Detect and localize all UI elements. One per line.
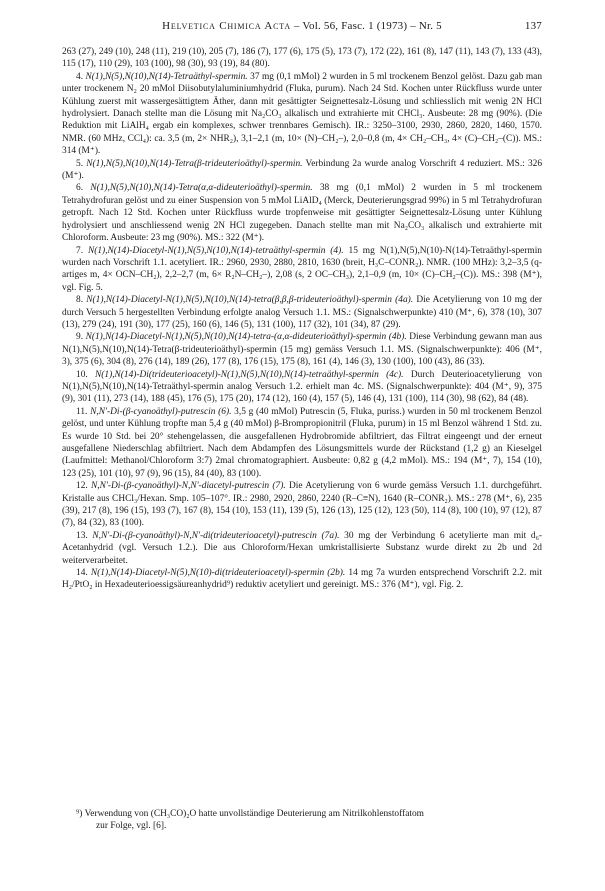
page-number: 137: [524, 20, 542, 32]
journal-name: Helvetica Chimica Acta: [162, 20, 291, 32]
paragraph-text: Die Acetylierung von 6 wurde gemäss Versuch 1.1. durchgeführt. Kristalle aus CHCl₃/Hexan. Smp. 105–107°. IR.: 2980, 2920, 2860, 2240 (R–C≡N), 1640 (R–CONR₂). MS.: 278 (M⁺, 6), 235 (39), 217 (8), 196 (15), 193 (7), 167 (8), 154 (10), 153 (11), 139 (5), 126 (13), 125 (12), 123 (50), 114 (8), 100 (10), 97 (12), 87 (7), 84 (32), 83 (100).: [62, 481, 543, 529]
compound-title: N(1),N(5),N(10),N(14)-Tetra(β-trideuterioäthyl)-spermin.: [86, 158, 303, 169]
footnote-line-1: ⁹) Verwendung von (CH₃CO)₂O hatte unvollständige Deuterierung am Nitrilkohlenstoffatom: [76, 809, 424, 819]
footnote: [62, 808, 542, 833]
paragraph-text: 37 mg (0,1 mMol) 2 wurden in 5 ml trockenem Benzol gelöst. Dazu gab man unter trockenem N₂ 20 mMol Diisobutylaluminiumhydrid (Fluka, purum). Nach 24 Std. Kochen unter Rückfluss wurde unter Kühlung zuerst mit wassergesättigtem Äther, dann mit gesättigter Seignettesalz-Lösung und schliesslich mit wenig 2N HCl hydrolysiert. Danach stellte man die Lösung mit Na₂CO₃ alkalisch und extrahierte mit CHCl₃. Ausbeute: 28 mg (90%). (Die Reduktion mit LiAlH₄ ergab ein komplexes, schwer trennbares Gemisch). IR.: 3250–3100, 2930, 2860, 2820, 1460, 1570. NMR. (60 MHz, CCl₄): ca. 3,5 (m, 2× NHR₂), 3,1–2,1 (m, 10× (N)–CH₂–), 2,0–0,8 (m, 4× CH₂–CH₃, 4× (C)–CH₂–(C)). MS.: 314 (M⁺).: [62, 71, 543, 157]
experimental-paragraph: [62, 294, 542, 331]
paragraph-number: 7.: [76, 245, 84, 256]
compound-title: N,N'-Di-(β-cyanoäthyl)-N,N'-di(trideuterioacetyl)-putrescin (7a).: [92, 530, 340, 541]
paragraph-number: 12.: [76, 481, 88, 492]
paragraph-text: 30 mg der Verbindung 6 acetylierte man mit d₆-Acetanhydrid (vgl. Versuch 1.2.). Die aus Chloroform/Hexan umkristallisierte Substanz wurde direkt zu 2b und 2d weiterverarbeitet.: [62, 530, 542, 566]
paragraph-number: 13.: [76, 530, 88, 541]
running-header: [62, 20, 542, 36]
experimental-paragraph: [62, 369, 542, 406]
volume-info: Vol. 56, Fasc. 1 (1973): [302, 20, 408, 32]
compound-title: N(1),N(14)-Di(trideuterioacetyl)-N(1),N(5),N(10),N(14)-tetraäthyl-spermin (4c).: [95, 369, 404, 380]
main-text: [62, 46, 542, 592]
paragraph-text: 15 mg N(1),N(5),N(10)-N(14)-Tetraäthyl-spermin wurden nach Vorschrift 1.1. acetyliert. IR.: 2960, 2930, 2880, 2810, 1630 (breit, H₃C–CONR₂). NMR. (100 MHz): 3,2–3,5 (q-artiges m, 4× OCN–CH₂), 2,2–2,7 (m, 6× R₂N–CH₂–), 2,08 (s, 2 OC–CH₃), 2,1–0,9 (m, 10× (C)–CH₂–(C)). MS.: 398 (M⁺), vgl. Fig. 5.: [62, 245, 542, 293]
paragraph-text: 3,5 g (40 mMol) Putrescin (5, Fluka, puriss.) wurden in 50 ml trockenem Benzol gelöst, und unter Kühlung tropfte man 5,4 g (40 mMol) β-Brompropionitril (Fluka, purum) in 15 ml Benzol während 1 Std. zu. Es wurde 10 Std. bei 20° stehengelassen, die ausgefallenen Hydrobromide abfiltriert, das Filtrat eingeengt und der erneut ausgefallene Niederschlag abfiltriert. Nach dem Abdampfen des Lösungsmittels wurde der Rückstand (1,2 g) an Kieselgel (Laufmittel: Methanol/Chloroform 3:7) 2mal chromatographiert. Ausbeute: 0,82 g (4,2 mMol). MS.: 194 (M⁺, 7), 154 (10), 123 (25), 101 (10), 97 (9), 96 (15), 84 (40), 83 (100).: [62, 406, 542, 479]
paragraph-number: 4.: [76, 71, 84, 82]
experimental-paragraph: [62, 331, 542, 368]
compound-title: N,N'-Di-(β-cyanoäthyl)-putrescin (6).: [90, 406, 232, 417]
footnote-line-2: zur Folge, vgl. [6].: [96, 821, 167, 832]
paragraph-number: 11.: [76, 406, 88, 417]
issue-number: Nr. 5: [418, 20, 442, 32]
experimental-paragraph: [62, 245, 542, 295]
experimental-paragraph: [62, 480, 542, 530]
paragraph-continuation: [62, 46, 542, 71]
paragraph-number: 5.: [76, 158, 84, 169]
paragraph-number: 10.: [76, 369, 88, 380]
experimental-paragraph: [62, 567, 542, 592]
paragraph-number: 6.: [76, 183, 84, 194]
paragraph-text: 14 mg 7a wurden entsprechend Vorschrift 2.2. mit H₂/PtO₂ in Hexadeuterioessigsäureanhydrid⁹) reduktiv acetyliert und gereinigt. MS.: 376 (M⁺), vgl. Fig. 2.: [62, 568, 542, 591]
paragraph-text: Verbindung 2a wurde analog Vorschrift 4 reduziert. MS.: 326 (M⁺).: [62, 158, 543, 182]
paragraph-text: Die Acetylierung von 10 mg der durch Versuch 5 hergestellten Verbindung erfolgte analog Versuch 1.1. MS.: (Signalschwerpunkte) 410 (M⁺, 6), 378 (10), 307 (13), 279 (24), 191 (30), 177 (25), 160 (6), 146 (5), 131 (100), 117 (32), 101 (34), 87 (29).: [62, 295, 543, 330]
paragraph-number: 8.: [76, 295, 84, 306]
paragraph-number: 14.: [76, 568, 88, 579]
compound-title: N(1),N(5),N(10),N(14)-Tetraäthyl-spermin.: [85, 71, 248, 82]
compound-title: N,N'-Di-(β-cyanoäthyl)-N,N'-diacetyl-putrescin (7).: [91, 481, 286, 492]
experimental-paragraph: [62, 182, 542, 244]
journal-citation: Helvetica Chimica Acta – Vol. 56, Fasc. 1 (1973) – Nr. 5: [162, 20, 442, 32]
compound-title: N(1),N(14)-Diacetyl-N(1),N(5),N(10),N(14)-tetra(β,β,β-trideuterioäthyl)-spermin (4a).: [86, 295, 414, 306]
paragraph-text: Diese Verbindung gewann man aus N(1),N(5),N(10),N(14)-Tetra(β-trideuterioäthyl)-spermin (15 mg) gemäss Versuch 1.1. MS. (Signalschwerpunkte): 406 (M⁺, 3), 375 (6), 304 (8), 276 (14), 189 (26), 177 (8), 176 (15), 175 (8), 161 (4), 146 (3), 130 (100), 100 (43), 86 (33).: [62, 332, 543, 368]
compound-title: N(1),N(5),N(10),N(14)-Tetra(α,α-dideuterioäthyl)-spermin.: [90, 183, 313, 194]
experimental-paragraph: [62, 71, 542, 158]
paragraph-text: 38 mg (0,1 mMol) 2 wurden in 5 ml trockenem Tetrahydrofuran gelöst und zu einer Suspension von 5 mMol LiAlD₄ (Merck, Deuterierungsgrad 99%) in 5 ml Tetrahydrofuran getropft. Nach 12 Std. Kochen unter Rückfluss wurde tropfenweise mit gesättigter Seignettesalz-Lösung unter Kühlung hydrolysiert und anschliessend wenig 2N HCl zugegeben. Danach stellte man mit Na₂CO₃ alkalisch und extrahierte mit Chloroform. Ausbeute: 23 mg (90%). MS.: 322 (M⁺).: [62, 183, 543, 244]
paragraph-text: Durch Deuterioacetylierung von N(1),N(5),N(10),N(14)-Tetraäthyl-spermin analog Versuch 1.2. erhielt man 4c. MS. (Signalschwerpunkte): 404 (M⁺, 9), 375 (9), 301 (11), 273 (14), 188 (45), 176 (5), 175 (20), 174 (12), 160 (4), 157 (5), 146 (4), 131 (100), 114 (30), 98 (62), 84 (48).: [62, 369, 543, 405]
compound-title: N(1),N(14)-Diacetyl-N(1),N(5),N(10),N(14)-tetraäthyl-spermin (4).: [87, 245, 344, 256]
paragraph-number: 9.: [76, 332, 84, 343]
paragraph-text: 263 (27), 249 (10), 248 (11), 219 (10), 205 (7), 186 (7), 177 (6), 175 (5), 173 (7), 172 (22), 161 (8), 147 (11), 143 (7), 133 (43), 115 (17), 110 (29), 103 (100), 98 (30), 93 (19), 84 (80).: [62, 47, 542, 70]
experimental-paragraph: [62, 530, 542, 567]
experimental-paragraph: [62, 406, 542, 480]
compound-title: N(1),N(14)-Diacetyl-N(1),N(5),N(10),N(14)-tetra-(α,α-dideuterioäthyl)-spermin (4b).: [85, 332, 407, 343]
experimental-paragraph: [62, 158, 542, 183]
footnote-marker: ⁹): [76, 809, 83, 819]
compound-title: N(1),N(14)-Diacetyl-N(5),N(10)-di(trideuterioacetyl)-spermin (2b).: [90, 568, 346, 579]
